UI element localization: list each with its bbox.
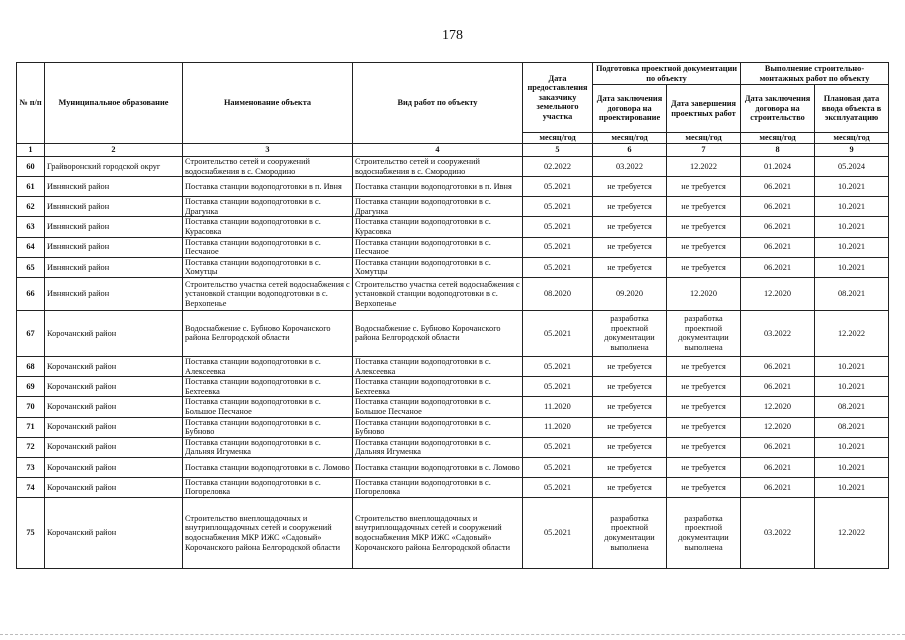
build-contract-cell: 12.2020 bbox=[741, 277, 815, 310]
object-name-cell: Поставка станции водоподготовки в с. Большое Песчаное bbox=[183, 397, 353, 417]
table-row bbox=[17, 417, 889, 437]
design-done-cell: не требуется bbox=[667, 257, 741, 277]
header-object: Наименование объекта bbox=[183, 63, 353, 144]
build-contract-cell: 06.2021 bbox=[741, 177, 815, 197]
municipality-cell: Корочанский район bbox=[45, 377, 183, 397]
design-done-cell: не требуется bbox=[667, 457, 741, 477]
row-number: 71 bbox=[17, 417, 45, 437]
object-name-cell: Поставка станции водоподготовки в с. Бехтеевка bbox=[183, 377, 353, 397]
work-type-cell: Поставка станции водоподготовки в с. Большое Песчаное bbox=[353, 397, 523, 417]
municipality-cell: Ивнянский район bbox=[45, 197, 183, 217]
commission-date-cell: 10.2021 bbox=[815, 477, 889, 497]
commission-date-cell: 12.2022 bbox=[815, 498, 889, 569]
design-contract-cell: не требуется bbox=[593, 477, 667, 497]
scan-edge-line bbox=[0, 634, 905, 636]
build-contract-cell: 06.2021 bbox=[741, 217, 815, 237]
municipality-cell: Корочанский район bbox=[45, 356, 183, 376]
table-row bbox=[17, 197, 889, 217]
header-num: № п/п bbox=[17, 63, 45, 144]
work-type-cell: Строительство сетей и сооружений водоснабжения в с. Смородино bbox=[353, 157, 523, 177]
commission-date-cell: 10.2021 bbox=[815, 237, 889, 257]
design-done-cell: не требуется bbox=[667, 177, 741, 197]
header-unit: месяц/год bbox=[741, 133, 815, 144]
row-number: 65 bbox=[17, 257, 45, 277]
design-done-cell: 12.2020 bbox=[667, 277, 741, 310]
object-name-cell: Поставка станции водоподготовки в с. Песчаное bbox=[183, 237, 353, 257]
design-done-cell: не требуется bbox=[667, 417, 741, 437]
object-name-cell: Строительство внеплощадочных и внутриплощадочных сетей и сооружений водоснабжения МКР ИЖС «Садовый» Корочанского района Белгородской области bbox=[183, 498, 353, 569]
design-contract-cell: не требуется bbox=[593, 217, 667, 237]
table-row bbox=[17, 397, 889, 417]
design-contract-cell: не требуется bbox=[593, 257, 667, 277]
object-name-cell: Поставка станции водоподготовки в с. Ломово bbox=[183, 457, 353, 477]
build-contract-cell: 01.2024 bbox=[741, 157, 815, 177]
design-contract-cell: разработка проектной документации выполнена bbox=[593, 498, 667, 569]
work-type-cell: Поставка станции водоподготовки в п. Ивня bbox=[353, 177, 523, 197]
design-done-cell: разработка проектной документации выполнена bbox=[667, 310, 741, 356]
design-contract-cell: не требуется bbox=[593, 377, 667, 397]
commission-date-cell: 10.2021 bbox=[815, 177, 889, 197]
land-date-cell: 08.2020 bbox=[523, 277, 593, 310]
header-municipality: Муниципальное образование bbox=[45, 63, 183, 144]
table-row bbox=[17, 457, 889, 477]
design-contract-cell: не требуется bbox=[593, 397, 667, 417]
header-unit: месяц/год bbox=[667, 133, 741, 144]
design-contract-cell: не требуется bbox=[593, 177, 667, 197]
work-type-cell: Поставка станции водоподготовки в с. Погореловка bbox=[353, 477, 523, 497]
table-row bbox=[17, 157, 889, 177]
schedule-table bbox=[16, 62, 889, 569]
build-contract-cell: 06.2021 bbox=[741, 477, 815, 497]
design-done-cell: не требуется bbox=[667, 477, 741, 497]
commission-date-cell: 08.2021 bbox=[815, 277, 889, 310]
column-index: 9 bbox=[815, 144, 889, 157]
page-number: 178 bbox=[442, 28, 463, 43]
land-date-cell: 05.2021 bbox=[523, 498, 593, 569]
header-build-contract: Дата заключения договора на строительство bbox=[741, 85, 815, 133]
table-row bbox=[17, 356, 889, 376]
municipality-cell: Ивнянский район bbox=[45, 237, 183, 257]
land-date-cell: 05.2021 bbox=[523, 477, 593, 497]
build-contract-cell: 06.2021 bbox=[741, 437, 815, 457]
header-work-type: Вид работ по объекту bbox=[353, 63, 523, 144]
object-name-cell: Водоснабжение с. Бубново Корочанского района Белгородской области bbox=[183, 310, 353, 356]
work-type-cell: Поставка станции водоподготовки в с. Хомутцы bbox=[353, 257, 523, 277]
municipality-cell: Ивнянский район bbox=[45, 277, 183, 310]
design-contract-cell: не требуется bbox=[593, 437, 667, 457]
build-contract-cell: 12.2020 bbox=[741, 397, 815, 417]
design-contract-cell: не требуется bbox=[593, 417, 667, 437]
row-number: 73 bbox=[17, 457, 45, 477]
object-name-cell: Поставка станции водоподготовки в с. Бубново bbox=[183, 417, 353, 437]
municipality-cell: Грайворонский городской округ bbox=[45, 157, 183, 177]
work-type-cell: Поставка станции водоподготовки в с. Курасовка bbox=[353, 217, 523, 237]
municipality-cell: Корочанский район bbox=[45, 417, 183, 437]
object-name-cell: Поставка станции водоподготовки в с. Хомутцы bbox=[183, 257, 353, 277]
row-number: 70 bbox=[17, 397, 45, 417]
design-contract-cell: не требуется bbox=[593, 356, 667, 376]
build-contract-cell: 06.2021 bbox=[741, 197, 815, 217]
commission-date-cell: 10.2021 bbox=[815, 437, 889, 457]
land-date-cell: 05.2021 bbox=[523, 377, 593, 397]
row-number: 66 bbox=[17, 277, 45, 310]
header-unit: месяц/год bbox=[593, 133, 667, 144]
row-number: 64 bbox=[17, 237, 45, 257]
row-number: 67 bbox=[17, 310, 45, 356]
land-date-cell: 05.2021 bbox=[523, 437, 593, 457]
row-number: 75 bbox=[17, 498, 45, 569]
design-done-cell: разработка проектной документации выполнена bbox=[667, 498, 741, 569]
row-number: 72 bbox=[17, 437, 45, 457]
build-contract-cell: 06.2021 bbox=[741, 257, 815, 277]
table-row bbox=[17, 310, 889, 356]
design-done-cell: не требуется bbox=[667, 397, 741, 417]
work-type-cell: Водоснабжение с. Бубново Корочанского района Белгородской области bbox=[353, 310, 523, 356]
municipality-cell: Корочанский район bbox=[45, 477, 183, 497]
design-done-cell: не требуется bbox=[667, 197, 741, 217]
municipality-cell: Ивнянский район bbox=[45, 177, 183, 197]
design-contract-cell: не требуется bbox=[593, 457, 667, 477]
row-number: 68 bbox=[17, 356, 45, 376]
municipality-cell: Ивнянский район bbox=[45, 217, 183, 237]
build-contract-cell: 06.2021 bbox=[741, 356, 815, 376]
build-contract-cell: 03.2022 bbox=[741, 498, 815, 569]
land-date-cell: 05.2021 bbox=[523, 217, 593, 237]
row-number: 74 bbox=[17, 477, 45, 497]
object-name-cell: Поставка станции водоподготовки в с. Драгунка bbox=[183, 197, 353, 217]
municipality-cell: Корочанский район bbox=[45, 437, 183, 457]
land-date-cell: 05.2021 bbox=[523, 310, 593, 356]
commission-date-cell: 08.2021 bbox=[815, 397, 889, 417]
table-row bbox=[17, 237, 889, 257]
table-row bbox=[17, 437, 889, 457]
commission-date-cell: 05.2024 bbox=[815, 157, 889, 177]
work-type-cell: Поставка станции водоподготовки в с. Алексеевка bbox=[353, 356, 523, 376]
row-number: 62 bbox=[17, 197, 45, 217]
work-type-cell: Поставка станции водоподготовки в с. Драгунка bbox=[353, 197, 523, 217]
object-name-cell: Поставка станции водоподготовки в с. Курасовка bbox=[183, 217, 353, 237]
commission-date-cell: 10.2021 bbox=[815, 377, 889, 397]
municipality-cell: Корочанский район bbox=[45, 498, 183, 569]
table-row bbox=[17, 217, 889, 237]
design-contract-cell: не требуется bbox=[593, 237, 667, 257]
land-date-cell: 05.2021 bbox=[523, 457, 593, 477]
commission-date-cell: 08.2021 bbox=[815, 417, 889, 437]
object-name-cell: Поставка станции водоподготовки в п. Ивня bbox=[183, 177, 353, 197]
land-date-cell: 02.2022 bbox=[523, 157, 593, 177]
land-date-cell: 11.2020 bbox=[523, 397, 593, 417]
design-contract-cell: 09.2020 bbox=[593, 277, 667, 310]
design-contract-cell: не требуется bbox=[593, 197, 667, 217]
table-row bbox=[17, 257, 889, 277]
column-index: 4 bbox=[353, 144, 523, 157]
object-name-cell: Поставка станции водоподготовки в с. Дальняя Игуменка bbox=[183, 437, 353, 457]
commission-date-cell: 10.2021 bbox=[815, 356, 889, 376]
commission-date-cell: 12.2022 bbox=[815, 310, 889, 356]
object-name-cell: Строительство сетей и сооружений водоснабжения в с. Смородино bbox=[183, 157, 353, 177]
column-index-row bbox=[17, 144, 889, 157]
table-row bbox=[17, 477, 889, 497]
design-done-cell: не требуется bbox=[667, 217, 741, 237]
object-name-cell: Строительство участка сетей водоснабжения с установкой станции водоподготовки в с. Верхопенье bbox=[183, 277, 353, 310]
row-number: 60 bbox=[17, 157, 45, 177]
table-row bbox=[17, 177, 889, 197]
header-commission-date: Плановая дата ввода объекта в эксплуатацию bbox=[815, 85, 889, 133]
header-group-design: Подготовка проектной документации по объекту bbox=[593, 63, 741, 85]
build-contract-cell: 06.2021 bbox=[741, 237, 815, 257]
build-contract-cell: 06.2021 bbox=[741, 377, 815, 397]
column-index: 5 bbox=[523, 144, 593, 157]
work-type-cell: Поставка станции водоподготовки в с. Бубново bbox=[353, 417, 523, 437]
work-type-cell: Поставка станции водоподготовки в с. Ломово bbox=[353, 457, 523, 477]
header-group-construction: Выполнение строительно-монтажных работ по объекту bbox=[741, 63, 889, 85]
design-contract-cell: 03.2022 bbox=[593, 157, 667, 177]
table-body bbox=[17, 157, 889, 569]
header-design-contract: Дата заключения договора на проектирование bbox=[593, 85, 667, 133]
header-land-date: Дата предоставления заказчику земельного участка bbox=[523, 63, 593, 133]
table-row bbox=[17, 498, 889, 569]
municipality-cell: Корочанский район bbox=[45, 310, 183, 356]
object-name-cell: Поставка станции водоподготовки в с. Погореловка bbox=[183, 477, 353, 497]
row-number: 69 bbox=[17, 377, 45, 397]
build-contract-cell: 03.2022 bbox=[741, 310, 815, 356]
commission-date-cell: 10.2021 bbox=[815, 217, 889, 237]
work-type-cell: Поставка станции водоподготовки в с. Дальняя Игуменка bbox=[353, 437, 523, 457]
land-date-cell: 05.2021 bbox=[523, 177, 593, 197]
municipality-cell: Корочанский район bbox=[45, 397, 183, 417]
commission-date-cell: 10.2021 bbox=[815, 257, 889, 277]
work-type-cell: Строительство внеплощадочных и внутриплощадочных сетей и сооружений водоснабжения МКР ИЖС «Садовый» Корочанского района Белгородской области bbox=[353, 498, 523, 569]
design-done-cell: не требуется bbox=[667, 437, 741, 457]
header-unit: месяц/год bbox=[523, 133, 593, 144]
column-index: 7 bbox=[667, 144, 741, 157]
land-date-cell: 05.2021 bbox=[523, 237, 593, 257]
work-type-cell: Поставка станции водоподготовки в с. Песчаное bbox=[353, 237, 523, 257]
column-index: 1 bbox=[17, 144, 45, 157]
work-type-cell: Поставка станции водоподготовки в с. Бехтеевка bbox=[353, 377, 523, 397]
land-date-cell: 05.2021 bbox=[523, 257, 593, 277]
land-date-cell: 11.2020 bbox=[523, 417, 593, 437]
municipality-cell: Корочанский район bbox=[45, 457, 183, 477]
design-done-cell: 12.2022 bbox=[667, 157, 741, 177]
header-unit: месяц/год bbox=[815, 133, 889, 144]
design-done-cell: не требуется bbox=[667, 377, 741, 397]
build-contract-cell: 06.2021 bbox=[741, 457, 815, 477]
table-row bbox=[17, 377, 889, 397]
build-contract-cell: 12.2020 bbox=[741, 417, 815, 437]
row-number: 63 bbox=[17, 217, 45, 237]
design-contract-cell: разработка проектной документации выполнена bbox=[593, 310, 667, 356]
column-index: 2 bbox=[45, 144, 183, 157]
object-name-cell: Поставка станции водоподготовки в с. Алексеевка bbox=[183, 356, 353, 376]
commission-date-cell: 10.2021 bbox=[815, 457, 889, 477]
design-done-cell: не требуется bbox=[667, 237, 741, 257]
land-date-cell: 05.2021 bbox=[523, 356, 593, 376]
column-index: 6 bbox=[593, 144, 667, 157]
header-design-done: Дата завершения проектных работ bbox=[667, 85, 741, 133]
row-number: 61 bbox=[17, 177, 45, 197]
column-index: 3 bbox=[183, 144, 353, 157]
design-done-cell: не требуется bbox=[667, 356, 741, 376]
work-type-cell: Строительство участка сетей водоснабжения с установкой станции водоподготовки в с. Верхопенье bbox=[353, 277, 523, 310]
commission-date-cell: 10.2021 bbox=[815, 197, 889, 217]
column-index: 8 bbox=[741, 144, 815, 157]
municipality-cell: Ивнянский район bbox=[45, 257, 183, 277]
table-row bbox=[17, 277, 889, 310]
land-date-cell: 05.2021 bbox=[523, 197, 593, 217]
